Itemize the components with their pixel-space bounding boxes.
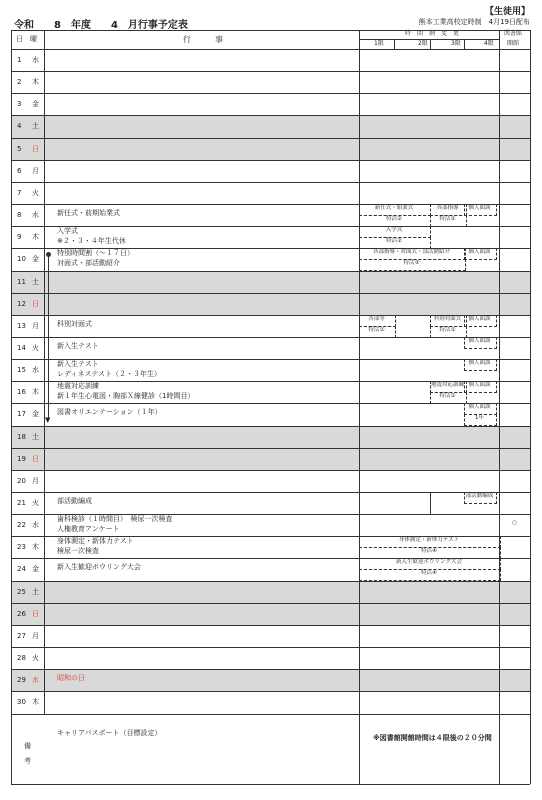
weekday: 月 [32, 631, 39, 640]
border-bottom [11, 784, 530, 785]
weekday: 日 [32, 454, 39, 463]
row-line [11, 669, 530, 670]
weekday: 木 [32, 233, 39, 242]
day-column-header: 日 曜 [16, 35, 37, 43]
event-text: 新１年生心電図・胸部Ｘ線健診（1時間目） [57, 392, 195, 401]
day-number: 1 [17, 56, 22, 64]
day-number: 17 [17, 410, 26, 419]
day-number: 26 [17, 609, 26, 618]
day-number: 14 [17, 343, 26, 352]
schedule-cell-text: 特活② [386, 216, 402, 223]
border-left [11, 30, 12, 784]
weekday: 水 [32, 676, 39, 685]
special-schedule-arrow-line [48, 254, 49, 419]
schedule-cell-text: 個人面談 [468, 249, 491, 256]
weekday: 木 [32, 543, 39, 552]
event-text: 新入生歓迎ボウリング大会 [57, 563, 141, 572]
holiday-row-shade [11, 669, 530, 691]
events-column-header: 行 事 [183, 35, 223, 44]
event-text: 図書オリエンテーション（１年） [57, 408, 162, 417]
schedule-cell-text: 特活③ [403, 260, 420, 267]
row-line [11, 293, 530, 294]
arrow-head-icon: ▼ [45, 416, 51, 425]
row-line [11, 93, 530, 94]
schedule-cell-text: 個人面談 [468, 205, 491, 212]
event-text: 特別時間割（～１７日） [57, 249, 134, 258]
row-line [11, 315, 530, 316]
weekday: 金 [32, 410, 39, 419]
audience-tag: 【生徒用】 [484, 7, 530, 17]
schedule-cell-text: 各部等 [368, 315, 385, 322]
day-number: 28 [17, 654, 26, 663]
weekday: 月 [32, 166, 39, 175]
weekday: 火 [32, 188, 39, 197]
day-number: 3 [17, 100, 22, 109]
weekday: 火 [32, 343, 39, 352]
special-schedule-arrow-dot [46, 252, 51, 257]
period-line [464, 39, 465, 49]
schedule-cell-text: 地震対応訓練 [430, 382, 464, 389]
schedule-cell-text: 新任式・始業式 [374, 205, 414, 212]
holiday-row-shade [11, 115, 530, 137]
schedule-cell-text: 1年 [475, 415, 484, 422]
row-line [11, 204, 530, 205]
day-number: 2 [17, 78, 22, 87]
row-line [11, 160, 530, 161]
day-number: 13 [17, 321, 26, 330]
period-line [430, 39, 431, 49]
holiday-row-shade [11, 271, 530, 293]
day-number: 25 [17, 587, 26, 596]
schedule-cell-text: 入学式 [385, 227, 403, 234]
weekday: 金 [32, 255, 39, 264]
border-top [11, 30, 530, 31]
schedule-cell-text: 各部指導・対面式・部活動紹介 [372, 249, 450, 256]
event-text: 部活動編成 [57, 497, 92, 505]
row-line [11, 448, 530, 449]
weekday: 日 [32, 299, 39, 308]
row-line [11, 337, 530, 338]
day-number: 20 [17, 476, 26, 485]
weekday: 木 [32, 78, 39, 87]
row-line [11, 49, 530, 50]
row-line [11, 403, 530, 404]
day-number: 5 [17, 144, 22, 153]
period-3-header: 3限 [451, 40, 461, 47]
weekday: 土 [32, 587, 39, 596]
schedule-cell-text: 個人面談 [468, 337, 491, 344]
holiday-row-shade [11, 448, 530, 470]
event-text: 検尿一次検査 [57, 547, 99, 556]
day-number: 6 [17, 166, 22, 175]
period-2-header: 2限 [418, 40, 428, 47]
weekday: 土 [32, 122, 39, 131]
event-text: 人権教育アンケート [57, 525, 120, 534]
day-number: 7 [17, 188, 22, 197]
day-number: 8 [17, 211, 22, 220]
row-line [11, 536, 530, 537]
event-text: 新入生テスト [57, 360, 99, 369]
col-line [44, 30, 45, 714]
schedule-cell-text: 個人面談 [468, 382, 491, 389]
schedule-cell-text: 科別対面式 [433, 315, 462, 322]
row-line [11, 581, 530, 582]
event-text: 新任式・前期始業式 [57, 209, 120, 218]
schedule-cell-text: 特活① [439, 216, 456, 223]
day-number: 21 [17, 499, 26, 507]
event-text: 対面式・部活動紹介 [57, 259, 120, 268]
weekday: 火 [32, 499, 39, 507]
day-number: 30 [17, 698, 26, 707]
row-line [11, 691, 530, 692]
schedule-cell-text: 特活① [368, 326, 385, 333]
col-line [359, 30, 360, 784]
period-4-header: 4限 [484, 40, 494, 47]
day-number: 12 [17, 299, 26, 308]
row-line [11, 359, 530, 360]
holiday-row-shade [11, 581, 530, 603]
event-text: 入学式 [57, 227, 78, 236]
row-line [11, 558, 530, 559]
day-number: 15 [17, 366, 26, 375]
row-line [11, 492, 530, 493]
event-text: ※２・３・４年生代休 [57, 237, 126, 246]
weekday: 水 [32, 56, 39, 64]
event-text: 科別対面式 [57, 319, 92, 328]
schedule-cell-text: 特活④ [421, 548, 437, 555]
schedule-cell-text: ○ [512, 520, 517, 527]
day-number: 29 [17, 676, 26, 685]
weekday: 日 [32, 609, 39, 618]
weekday: 金 [32, 100, 39, 109]
schedule-table [11, 30, 530, 784]
schedule-cell-text: 特活① [439, 326, 456, 333]
row-line [11, 603, 530, 604]
day-number: 10 [17, 255, 26, 264]
event-text: 歯科検診（１時間目） 検尿一次検査 [57, 515, 173, 524]
schedule-cell-text: 身体測定・新体力テスト [398, 537, 460, 544]
weekday: 水 [32, 521, 39, 530]
schedule-cell-text: 部活動編成 [465, 493, 494, 499]
row-line [11, 647, 530, 648]
row-line [11, 138, 530, 139]
notes-label: 備 [24, 742, 31, 750]
border-right [530, 30, 531, 784]
holiday-row-shade [11, 426, 530, 448]
day-number: 27 [17, 631, 26, 640]
row-line [11, 226, 530, 227]
weekday: 水 [32, 366, 39, 375]
row-line [11, 248, 530, 249]
day-number: 23 [17, 543, 26, 552]
day-number: 19 [17, 454, 26, 463]
event-text: 身体測定・新体力テスト [57, 537, 134, 546]
row-line [11, 426, 530, 427]
row-line [11, 625, 530, 626]
weekday: 金 [32, 565, 39, 574]
sub-header-line [359, 39, 499, 40]
row-line [11, 71, 530, 72]
page-title: 令和 8 年度 4 月行事予定表 [14, 20, 188, 31]
weekday: 土 [32, 432, 39, 441]
library-header: 図書館 [504, 30, 523, 37]
schedule-change-header: 時 間 割 変 更 [405, 30, 460, 37]
weekday: 土 [32, 277, 39, 286]
schedule-cell-text: 特活② [386, 238, 402, 245]
library-hours-note: ※図書館開館時間は４限後の２０分間 [373, 734, 492, 742]
schedule-cell-text: 個人面談 [468, 360, 491, 367]
weekday: 火 [32, 654, 39, 663]
event-text: 新入生テスト [57, 341, 99, 350]
period-line [430, 492, 431, 514]
col-line [499, 30, 500, 784]
period-line [394, 39, 395, 49]
row-line [11, 271, 530, 272]
row-line [11, 381, 530, 382]
event-text: レディネステスト（２・３年生） [57, 370, 162, 379]
holiday-row-shade [11, 603, 530, 625]
weekday: 月 [32, 476, 39, 485]
row-line [11, 182, 530, 183]
weekday: 月 [32, 321, 39, 330]
schedule-cell-text: 個人面談 [468, 404, 491, 411]
holiday-row-shade [11, 293, 530, 315]
day-number: 16 [17, 388, 26, 397]
library-header-sub: 開館 [507, 40, 520, 47]
event-text: 昭和の日 [57, 674, 85, 683]
weekday: 水 [32, 211, 39, 220]
day-number: 22 [17, 521, 26, 530]
school-info: 熊本工業高校定時制 4月19日配布 [418, 18, 530, 26]
row-line [11, 714, 530, 715]
event-text: 地震対応訓練 [57, 382, 99, 391]
day-number: 24 [17, 565, 26, 574]
weekday: 木 [32, 698, 39, 707]
day-number: 9 [17, 233, 22, 242]
day-number: 11 [17, 277, 26, 286]
schedule-cell-text: 特活④ [421, 570, 437, 577]
notes-label-2: 考 [24, 757, 31, 765]
period-1-header: 1限 [374, 40, 384, 47]
row-line [11, 470, 530, 471]
row-line [11, 115, 530, 116]
day-number: 18 [17, 432, 26, 441]
schedule-cell-text: 個人面談 [468, 315, 491, 322]
weekday: 木 [32, 388, 39, 397]
notes-text: キャリアパスポート（目標設定） [57, 729, 162, 737]
row-line [11, 514, 530, 515]
day-number: 4 [17, 122, 22, 131]
holiday-row-shade [11, 138, 530, 160]
schedule-cell-text: 特活① [439, 393, 456, 400]
weekday: 日 [32, 144, 39, 153]
schedule-cell-text: 各部指導 [436, 205, 459, 212]
schedule-cell-text: 新入生歓迎ボウリング大会 [396, 559, 462, 566]
